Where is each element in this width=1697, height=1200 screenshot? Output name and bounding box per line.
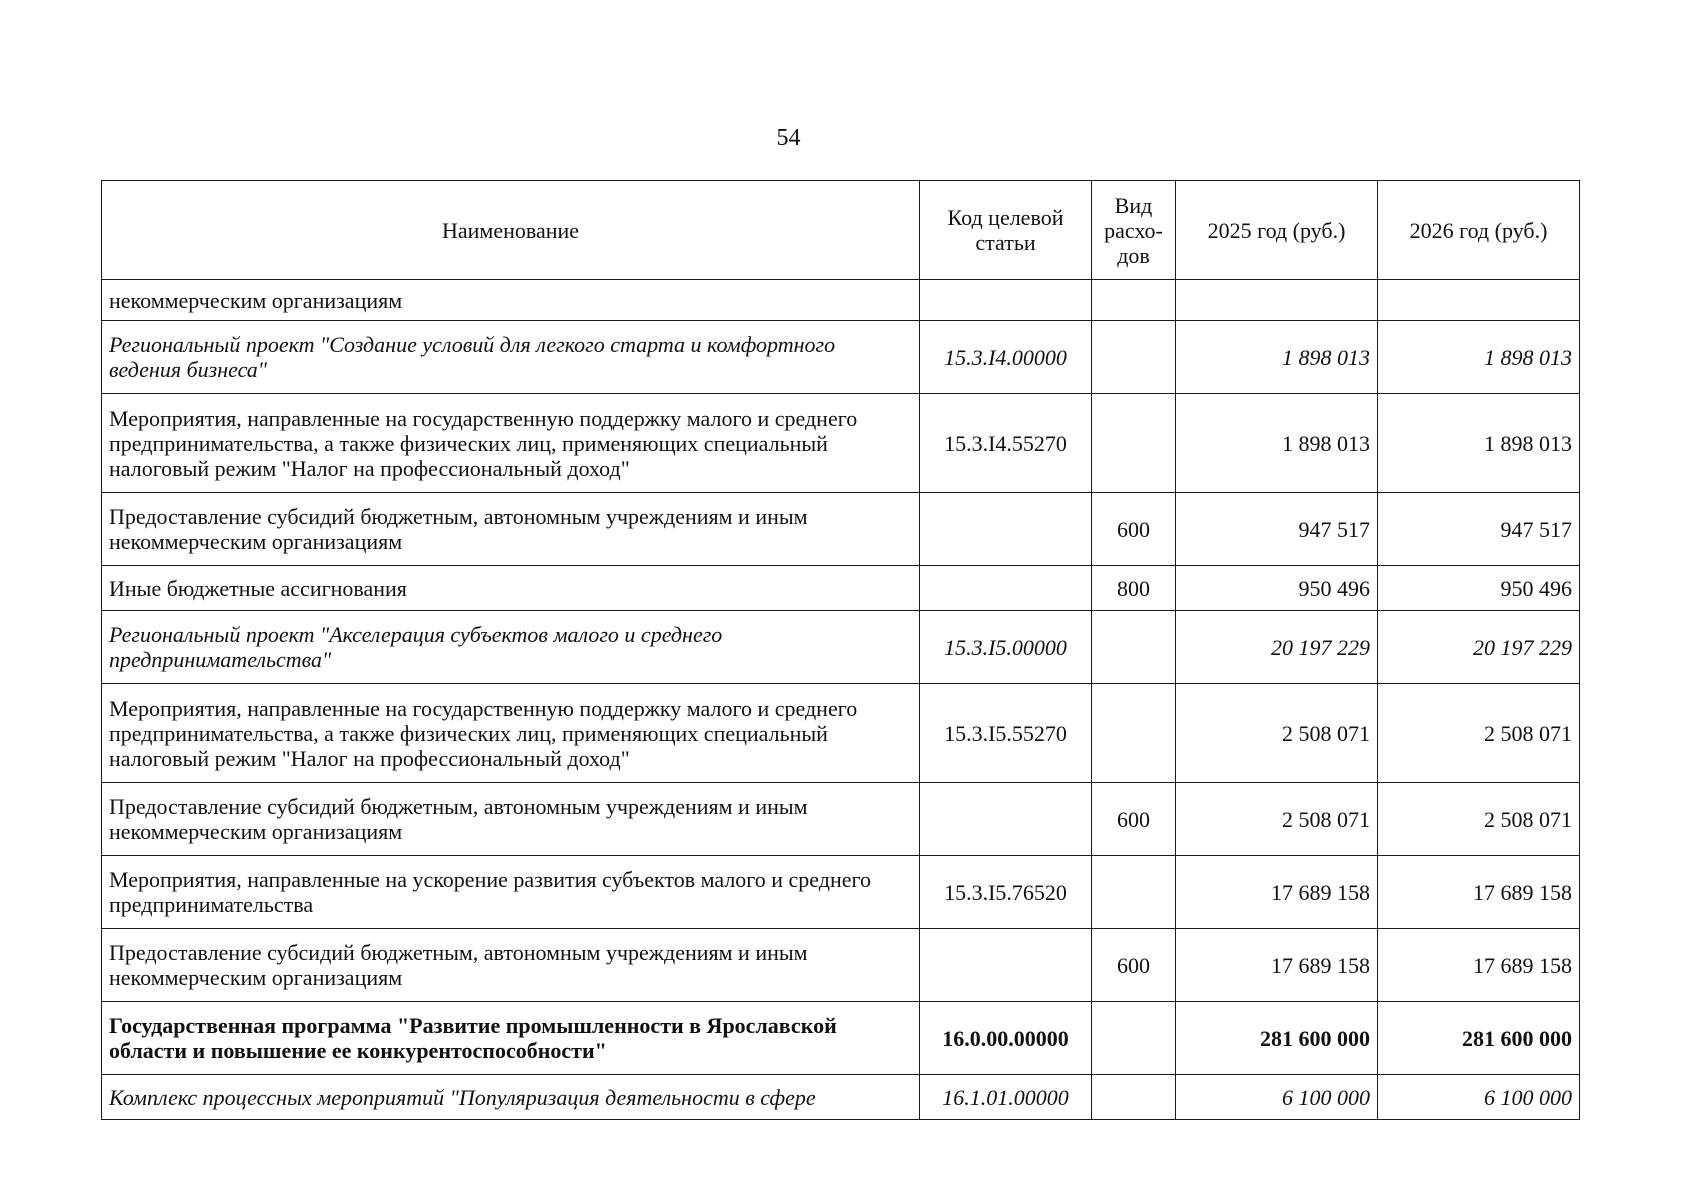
table-row bbox=[102, 321, 1580, 394]
row-2026: 17 689 158 bbox=[1378, 929, 1580, 1002]
table-row bbox=[102, 1002, 1580, 1075]
page-number-text: 54 bbox=[776, 125, 801, 151]
row-type: 800 bbox=[1092, 566, 1176, 611]
row-type bbox=[1092, 856, 1176, 929]
header-name: Наименование bbox=[102, 181, 920, 280]
page-number bbox=[0, 125, 1697, 152]
row-2025: 20 197 229 bbox=[1176, 611, 1378, 684]
row-2026: 1 898 013 bbox=[1378, 321, 1580, 394]
table-row bbox=[102, 394, 1580, 493]
row-2025: 6 100 000 bbox=[1176, 1075, 1378, 1120]
row-2026: 20 197 229 bbox=[1378, 611, 1580, 684]
row-2026: 947 517 bbox=[1378, 493, 1580, 566]
row-2026: 281 600 000 bbox=[1378, 1002, 1580, 1075]
row-2025: 947 517 bbox=[1176, 493, 1378, 566]
header-code: Код целевой статьи bbox=[920, 181, 1092, 280]
table-row bbox=[102, 1075, 1580, 1120]
table-row bbox=[102, 493, 1580, 566]
row-type bbox=[1092, 321, 1176, 394]
row-2026: 6 100 000 bbox=[1378, 1075, 1580, 1120]
row-type bbox=[1092, 684, 1176, 783]
row-2025: 1 898 013 bbox=[1176, 321, 1378, 394]
row-2026 bbox=[1378, 280, 1580, 321]
row-2026: 950 496 bbox=[1378, 566, 1580, 611]
row-2025: 2 508 071 bbox=[1176, 783, 1378, 856]
row-code: 15.3.I5.76520 bbox=[920, 856, 1092, 929]
row-type bbox=[1092, 1075, 1176, 1120]
row-type bbox=[1092, 611, 1176, 684]
header-type: Вид расхо-дов bbox=[1092, 181, 1176, 280]
row-name: Предоставление субсидий бюджетным, автономным учреждениям и иным некоммерческим организациям bbox=[102, 929, 920, 1002]
row-code bbox=[920, 493, 1092, 566]
header-2025: 2025 год (руб.) bbox=[1176, 181, 1378, 280]
table-row bbox=[102, 611, 1580, 684]
row-name: Региональный проект "Создание условий для легкого старта и комфортного ведения бизнеса" bbox=[102, 321, 920, 394]
row-code bbox=[920, 783, 1092, 856]
row-code: 16.1.01.00000 bbox=[920, 1075, 1092, 1120]
row-2025: 17 689 158 bbox=[1176, 856, 1378, 929]
row-type: 600 bbox=[1092, 493, 1176, 566]
row-name: Мероприятия, направленные на ускорение развития субъектов малого и среднего предпринимательства bbox=[102, 856, 920, 929]
header-2026: 2026 год (руб.) bbox=[1378, 181, 1580, 280]
row-name: некоммерческим организациям bbox=[102, 280, 920, 321]
row-2025: 281 600 000 bbox=[1176, 1002, 1378, 1075]
row-2026: 17 689 158 bbox=[1378, 856, 1580, 929]
row-name: Государственная программа "Развитие промышленности в Ярославской области и повышение ее конкурентоспособности" bbox=[102, 1002, 920, 1075]
table-row bbox=[102, 684, 1580, 783]
row-name: Мероприятия, направленные на государственную поддержку малого и среднего предпринимательства, а также физических лиц, применяющих специальный налоговый режим "Налог на профессиональный доход" bbox=[102, 394, 920, 493]
row-code bbox=[920, 566, 1092, 611]
row-type bbox=[1092, 394, 1176, 493]
row-name: Мероприятия, направленные на государственную поддержку малого и среднего предпринимательства, а также физических лиц, применяющих специальный налоговый режим "Налог на профессиональный доход" bbox=[102, 684, 920, 783]
row-name: Предоставление субсидий бюджетным, автономным учреждениям и иным некоммерческим организациям bbox=[102, 783, 920, 856]
row-code bbox=[920, 929, 1092, 1002]
row-code: 15.3.I4.55270 bbox=[920, 394, 1092, 493]
row-name: Иные бюджетные ассигнования bbox=[102, 566, 920, 611]
row-name: Предоставление субсидий бюджетным, автономным учреждениям и иным некоммерческим организациям bbox=[102, 493, 920, 566]
row-2026: 2 508 071 bbox=[1378, 783, 1580, 856]
row-code: 15.3.I5.55270 bbox=[920, 684, 1092, 783]
table-row bbox=[102, 566, 1580, 611]
row-type bbox=[1092, 1002, 1176, 1075]
table-row bbox=[102, 783, 1580, 856]
row-code bbox=[920, 280, 1092, 321]
row-type: 600 bbox=[1092, 929, 1176, 1002]
row-type bbox=[1092, 280, 1176, 321]
row-code: 16.0.00.00000 bbox=[920, 1002, 1092, 1075]
row-name: Комплекс процессных мероприятий "Популяризация деятельности в сфере bbox=[102, 1075, 920, 1120]
table-header-row bbox=[102, 181, 1580, 280]
table-row bbox=[102, 929, 1580, 1002]
row-type: 600 bbox=[1092, 783, 1176, 856]
row-name: Региональный проект "Акселерация субъектов малого и среднего предпринимательства" bbox=[102, 611, 920, 684]
table-row bbox=[102, 280, 1580, 321]
row-2025 bbox=[1176, 280, 1378, 321]
row-2026: 2 508 071 bbox=[1378, 684, 1580, 783]
row-2025: 17 689 158 bbox=[1176, 929, 1378, 1002]
row-2025: 2 508 071 bbox=[1176, 684, 1378, 783]
row-2025: 1 898 013 bbox=[1176, 394, 1378, 493]
table-row bbox=[102, 856, 1580, 929]
budget-table bbox=[101, 180, 1580, 1120]
row-2026: 1 898 013 bbox=[1378, 394, 1580, 493]
row-code: 15.3.I4.00000 bbox=[920, 321, 1092, 394]
row-code: 15.3.I5.00000 bbox=[920, 611, 1092, 684]
row-2025: 950 496 bbox=[1176, 566, 1378, 611]
